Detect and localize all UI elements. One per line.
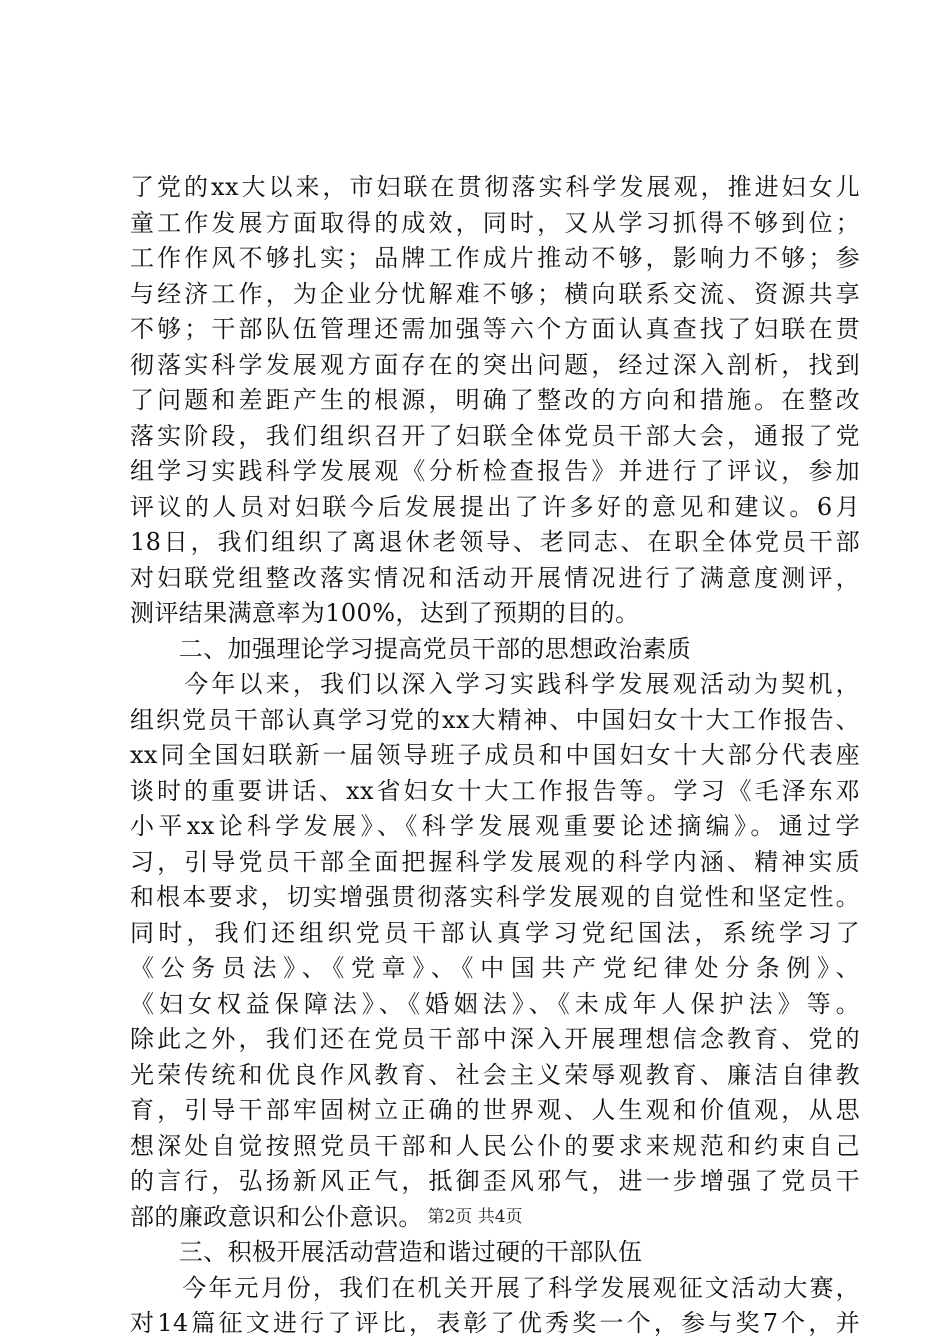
paragraph-first-line: 今年以来，我们以深入学习实践科学发展观活动为契机， [130,670,860,698]
text-line: xx同全国妇联新一届领导班子成员和中国妇女十大部分代表座 [130,741,860,769]
section-heading: 三、积极开展活动营造和谐过硬的干部队伍 [130,1238,643,1266]
text-line: 了问题和差距产生的根源，明确了整改的方向和措施。在整改 [130,386,860,414]
paragraph-end-line: 部的廉政意识和公仆意识。 [130,1202,423,1231]
text-line: 的言行，弘扬新风正气，抵御歪风邪气，进一步增强了党员干 [130,1167,860,1195]
text-line: 除此之外，我们还在党员干部中深入开展理想信念教育、党的 [130,1025,860,1053]
text-line: 小平xx论科学发展》、《科学发展观重要论述摘编》。通过学 [130,812,860,840]
text-line: 不够；干部队伍管理还需加强等六个方面认真查找了妇联在贯 [130,315,860,343]
text-line: 《公务员法》、《党章》、《中国共产党纪律处分条例》、 [130,954,860,982]
text-line: 与经济工作，为企业分忧解难不够；横向联系交流、资源共享 [130,279,860,308]
paragraph-first-line: 今年元月份，我们在机关开展了科学发展观征文活动大赛， [130,1273,860,1302]
text-line: 习，引导党员干部全面把握科学发展观的科学内涵、精神实质 [130,847,860,876]
section-heading: 二、加强理论学习提高党员干部的思想政治素质 [130,634,692,663]
text-line: 彻落实科学发展观方面存在的突出问题，经过深入剖析，找到 [130,350,860,379]
text-line: 童工作发展方面取得的成效，同时，又从学习抓得不够到位； [130,208,860,237]
text-line: 组学习实践科学发展观《分析检查报告》并进行了评议，参加 [130,457,860,485]
text-line: 落实阶段，我们组织召开了妇联全体党员干部大会，通报了党 [130,421,860,450]
text-line: 同时，我们还组织党员干部认真学习党纪国法，系统学习了 [130,918,860,947]
text-line: 光荣传统和优良作风教育、社会主义荣辱观教育、廉洁自律教 [130,1060,860,1089]
text-line: 了党的xx大以来，市妇联在贯彻落实科学发展观，推进妇女儿 [130,173,860,201]
text-line: 组织党员干部认真学习党的xx大精神、中国妇女十大工作报告、 [130,705,860,734]
text-line: 工作作风不够扎实；品牌工作成片推动不够，影响力不够；参 [130,244,860,272]
text-line: 和根本要求，切实增强贯彻落实科学发展观的自觉性和坚定性。 [130,883,860,911]
text-line: 《妇女权益保障法》、《婚姻法》、《未成年人保护法》等。 [130,989,860,1018]
document-body [130,170,860,1342]
text-line: 对14篇征文进行了评比，表彰了优秀奖一个，参与奖7个，并 [130,1309,860,1337]
page-number-footer: 第2页 共4页 [427,1207,523,1227]
text-line: 育，引导干部牢固树立正确的世界观、人生观和价值观，从思 [130,1096,860,1124]
text-line: 想深处自觉按照党员干部和人民公仆的要求来规范和约束自己 [130,1131,860,1160]
paragraph-end-line: 测评结果满意率为100%，达到了预期的目的。 [130,599,640,627]
text-line: 18日，我们组织了离退休老领导、老同志、在职全体党员干部 [130,528,860,556]
text-line: 谈时的重要讲话、xx省妇女十大工作报告等。学习《毛泽东邓 [130,776,860,805]
text-line: 评议的人员对妇联今后发展提出了许多好的意见和建议。6月 [130,492,860,521]
text-line: 对妇联党组整改落实情况和活动开展情况进行了满意度测评， [130,563,860,592]
